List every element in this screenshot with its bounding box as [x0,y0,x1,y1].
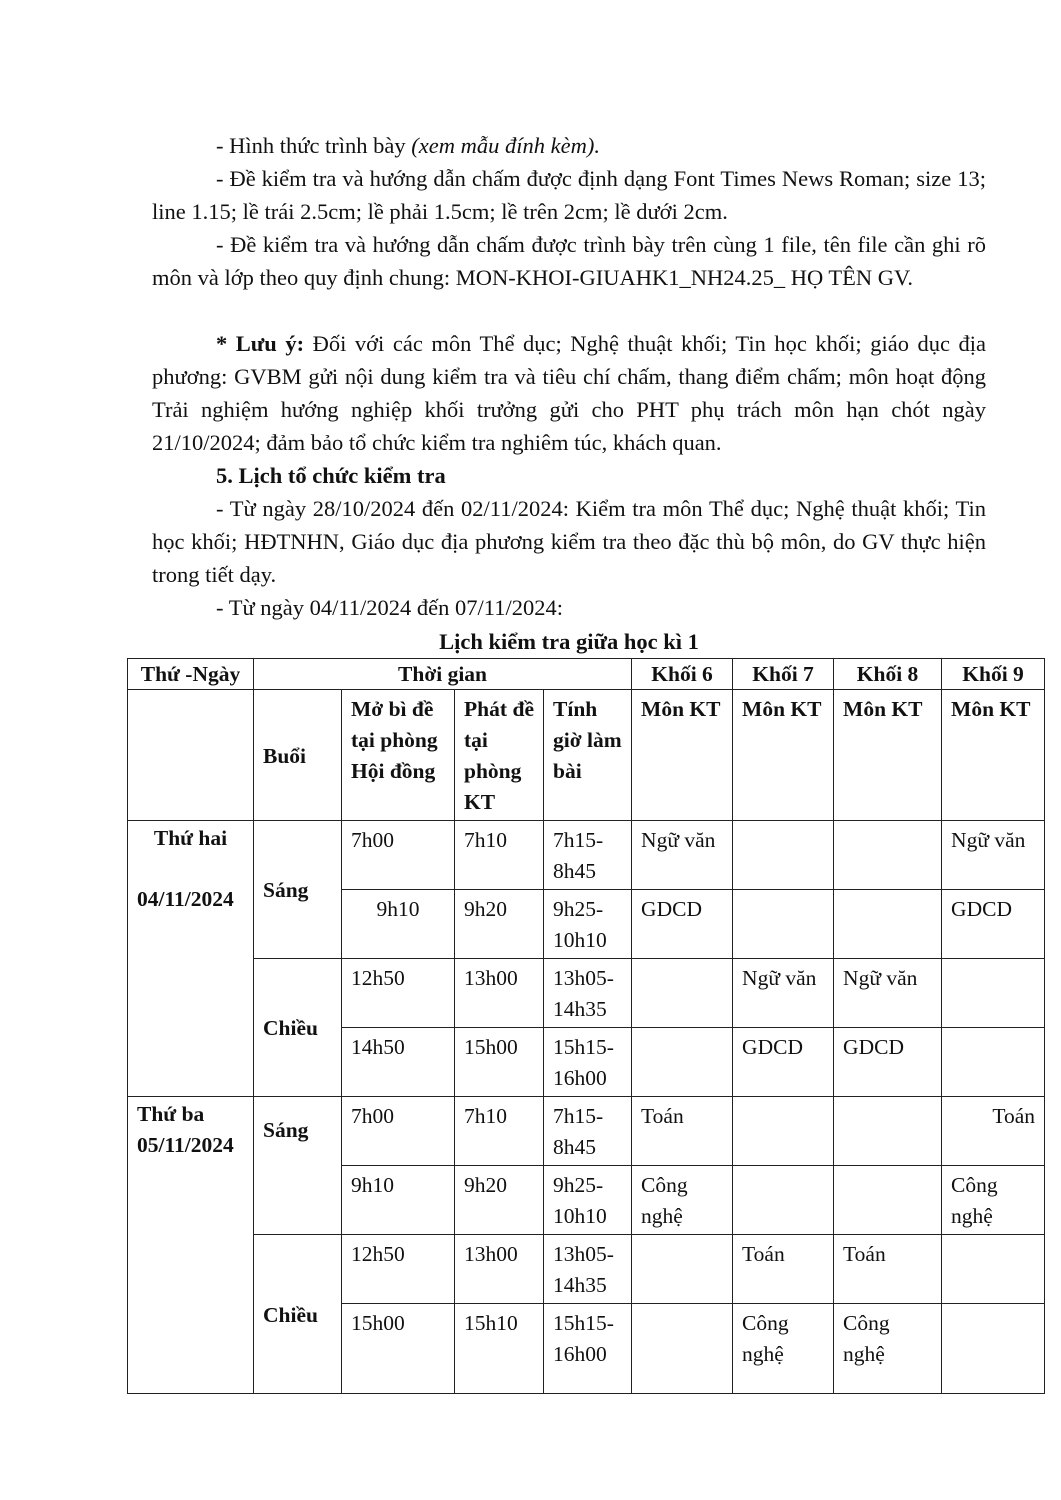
subheader-empty [128,690,254,821]
subject-k8 [834,1097,942,1166]
header-k7: Khối 7 [733,659,834,690]
session-cell: Sáng [254,1097,342,1235]
distribute-time: 7h10 [455,1097,544,1166]
subject-k8 [834,1166,942,1235]
header-day: Thứ -Ngày [128,659,254,690]
subheader-subject-k7: Môn KT [733,690,834,821]
subject-k6 [632,1304,733,1394]
paragraph-note [152,327,986,459]
subject-k9 [942,1028,1045,1097]
note-text: Đối với các môn Thể dục; Nghệ thuật khối; Tin học khối; giáo dục địa phương: GVBM gửi nội dung kiểm tra và tiêu chí chấm, thang điểm chấm; môn hoạt động Trải nghiệm hướng nghiệp khối trưởng gửi cho PHT phụ trách môn hạn chót ngày 21/10/2024; đảm bảo tổ chức kiểm tra nghiêm túc, khách quan. [152,331,987,455]
session-cell: Sáng [254,821,342,959]
section-heading: 5. Lịch tổ chức kiểm tra [216,463,446,488]
exam-time: 13h05-14h35 [544,1235,632,1304]
subheader-subject-k9: Môn KT [942,690,1045,821]
table-title: Lịch kiểm tra giữa học kì 1 [439,629,699,654]
subject-k7: Ngữ văn [733,959,834,1028]
subject-k6 [632,959,733,1028]
subject-k9 [942,1235,1045,1304]
paragraph-schedule-1: - Từ ngày 28/10/2024 đến 02/11/2024: Kiểm tra môn Thể dục; Nghệ thuật khối; Tin học khối; HĐTNHN, Giáo dục địa phương kiểm tra theo đặc thù bộ môn, do GV thực hiện trong tiết dạy. [152,496,986,587]
note-label: * Lưu ý: [216,331,305,356]
subject-k6: Toán [632,1097,733,1166]
subheader-subject-k8: Môn KT [834,690,942,821]
subject-k9: Toán [942,1097,1045,1166]
table-row [128,959,1045,1028]
subheader-session: Buổi [254,690,342,821]
header-k9: Khối 9 [942,659,1045,690]
subject-k8 [834,821,942,890]
session-cell: Chiều [254,959,342,1097]
format-text: - Hình thức trình bày [216,133,412,158]
open-time: 14h50 [342,1028,455,1097]
open-time: 7h00 [342,821,455,890]
open-time: 15h00 [342,1304,455,1394]
subject-k9: Ngữ văn [942,821,1045,890]
paragraph-format [152,129,986,162]
weekday: Thứ ba [137,1102,205,1126]
paragraph-font-format: - Đề kiểm tra và hướng dẫn chấm được định dạng Font Times News Roman; size 13; line 1.15; lề trái 2.5cm; lề phải 1.5cm; lề trên 2cm; lề dưới 2cm. [152,166,986,224]
exam-time: 9h25-10h10 [544,1166,632,1235]
date: 04/11/2024 [137,887,234,911]
subject-k7 [733,1166,834,1235]
distribute-time: 13h00 [455,959,544,1028]
subject-k6: Ngữ văn [632,821,733,890]
subject-k9 [942,959,1045,1028]
subject-k7: Toán [733,1235,834,1304]
open-time: 12h50 [342,959,455,1028]
header-time: Thời gian [254,659,632,690]
day-cell [128,821,254,1097]
subject-k8: Công nghệ [834,1304,942,1394]
exam-time: 7h15-8h45 [544,821,632,890]
distribute-time: 9h20 [455,1166,544,1235]
weekday: Thứ hai [153,826,228,850]
header-k6: Khối 6 [632,659,733,690]
exam-time: 15h15-16h00 [544,1304,632,1394]
open-time: 9h10 [342,1166,455,1235]
paragraph-schedule-2: - Từ ngày 04/11/2024 đến 07/11/2024: [216,595,563,620]
subject-k7 [733,1097,834,1166]
subject-k6: GDCD [632,890,733,959]
subheader-subject-k6: Môn KT [632,690,733,821]
distribute-time: 7h10 [455,821,544,890]
exam-time: 15h15-16h00 [544,1028,632,1097]
subject-k7: GDCD [733,1028,834,1097]
open-time: 7h00 [342,1097,455,1166]
subject-k7 [733,821,834,890]
subject-k7: Công nghệ [733,1304,834,1394]
subject-k6: Công nghệ [632,1166,733,1235]
exam-time: 13h05-14h35 [544,959,632,1028]
distribute-time: 15h00 [455,1028,544,1097]
distribute-time: 13h00 [455,1235,544,1304]
distribute-time: 15h10 [455,1304,544,1394]
exam-schedule-table [127,658,1045,1394]
date: 05/11/2024 [137,1133,234,1157]
exam-time: 7h15-8h45 [544,1097,632,1166]
day-cell [128,1097,254,1394]
table-row [128,1235,1045,1304]
subject-k7 [733,890,834,959]
subject-k8 [834,890,942,959]
subject-k6 [632,1235,733,1304]
open-time: 12h50 [342,1235,455,1304]
subject-k6 [632,1028,733,1097]
subheader-start: Tính giờ làm bài [544,690,632,821]
subject-k8: Ngữ văn [834,959,942,1028]
table-header-row [128,659,1045,690]
subject-k8: GDCD [834,1028,942,1097]
subheader-open: Mở bì đề tại phòng Hội đồng [342,690,455,821]
table-row [128,821,1045,890]
table-subheader-row [128,690,1045,821]
format-note: (xem mẫu đính kèm). [411,133,600,158]
session-cell: Chiều [254,1235,342,1394]
subheader-distribute: Phát đề tại phòng KT [455,690,544,821]
subject-k9: GDCD [942,890,1045,959]
open-time: 9h10 [342,890,455,959]
paragraph-file-naming: - Đề kiểm tra và hướng dẫn chấm được trình bày trên cùng 1 file, tên file cần ghi rõ môn và lớp theo quy định chung: MON-KHOI-GIUAHK1_NH24.25_ HỌ TÊN GV. [152,232,986,290]
subject-k8: Toán [834,1235,942,1304]
table-row [128,1097,1045,1166]
header-k8: Khối 8 [834,659,942,690]
exam-time: 9h25-10h10 [544,890,632,959]
distribute-time: 9h20 [455,890,544,959]
subject-k9 [942,1304,1045,1394]
subject-k9: Công nghệ [942,1166,1045,1235]
